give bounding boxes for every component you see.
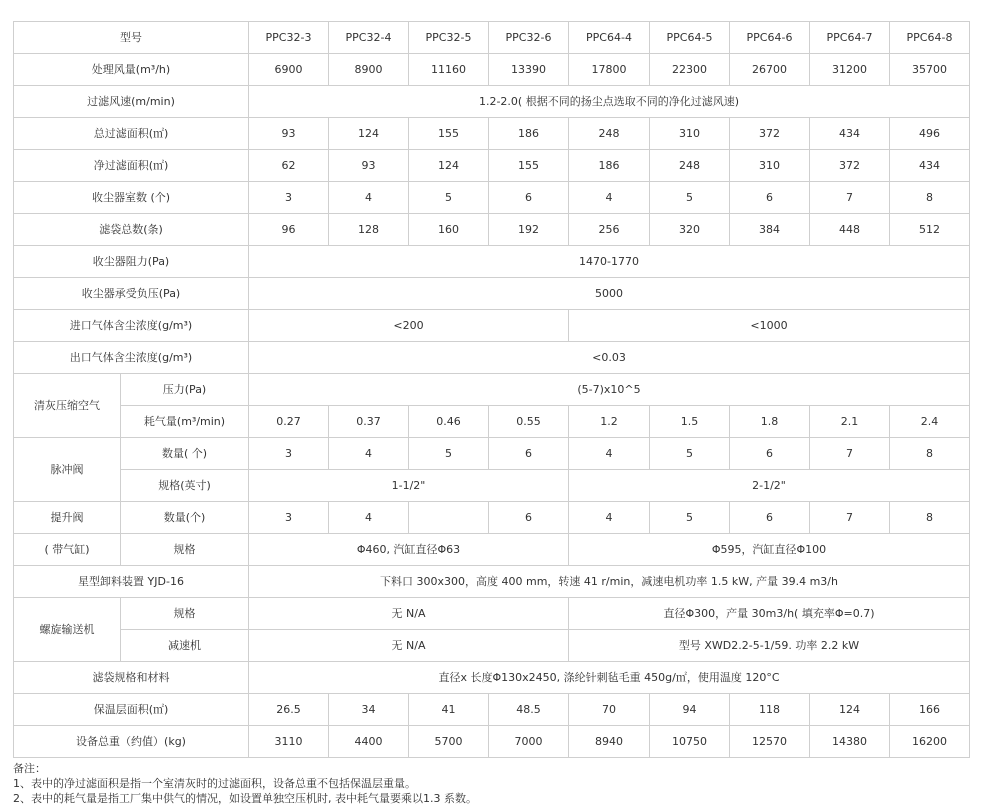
cell: 4400 <box>329 726 409 758</box>
cell: 248 <box>650 150 730 182</box>
cell: 256 <box>569 214 650 246</box>
label-cylinder: ( 带气缸) <box>14 534 121 566</box>
cell: 41 <box>409 694 489 726</box>
label-chambers: 收尘器室数 (个) <box>14 182 249 214</box>
cell: 4 <box>329 182 409 214</box>
cell: 248 <box>569 118 650 150</box>
cell-merged: <200 <box>249 310 569 342</box>
cell: 4 <box>329 502 409 534</box>
cell: 186 <box>489 118 569 150</box>
cell: 96 <box>249 214 329 246</box>
cell: 3 <box>249 438 329 470</box>
label-outlet-concentration: 出口气体含尘浓度(g/m³) <box>14 342 249 374</box>
label-airflow: 处理风量(m³/h) <box>14 54 249 86</box>
row-outlet-concentration <box>14 342 970 374</box>
cell-merged: (5-7)x10^5 <box>249 374 970 406</box>
cell: 310 <box>650 118 730 150</box>
note-line: 1、表中的净过滤面积是指一个室清灰时的过滤面积，设备总重不包括保温层重量。 <box>13 777 416 790</box>
cell-merged: <0.03 <box>249 342 970 374</box>
row-screw-spec <box>14 598 970 630</box>
label-cylinder-spec: 规格 <box>121 534 249 566</box>
row-air-pressure <box>14 374 970 406</box>
cell: 10750 <box>650 726 730 758</box>
cell: 0.46 <box>409 406 489 438</box>
label-screw-conveyor: 螺旋输送机 <box>14 598 121 662</box>
label-pulse-spec: 规格(英寸) <box>121 470 249 502</box>
label-bag-spec: 滤袋规格和材料 <box>14 662 249 694</box>
cell: 14380 <box>810 726 890 758</box>
model-header: PPC64-5 <box>650 22 730 54</box>
cell: 2.1 <box>810 406 890 438</box>
cell: 3 <box>249 182 329 214</box>
label-negative-pressure: 收尘器承受负压(Pa) <box>14 278 249 310</box>
cell-merged: 2-1/2" <box>569 470 970 502</box>
cell-merged: 下料口 300x300，高度 400 mm，转速 41 r/min，减速电机功率 1.5 kW, 产量 39.4 m3/h <box>249 566 970 598</box>
cell: 128 <box>329 214 409 246</box>
cell: 2.4 <box>890 406 970 438</box>
row-filter-velocity <box>14 86 970 118</box>
cell: 1.2 <box>569 406 650 438</box>
cell: 372 <box>810 150 890 182</box>
cell: 70 <box>569 694 650 726</box>
cell: 8 <box>890 182 970 214</box>
label-compressed-air: 清灰压缩空气 <box>14 374 121 438</box>
row-bag-spec <box>14 662 970 694</box>
cell-merged: 1-1/2" <box>249 470 569 502</box>
notes-title: 备注： <box>13 762 46 775</box>
model-header: PPC32-3 <box>249 22 329 54</box>
cell: 13390 <box>489 54 569 86</box>
cell: 372 <box>730 118 810 150</box>
row-insulation-area <box>14 694 970 726</box>
cell-merged: <1000 <box>569 310 970 342</box>
label-resistance: 收尘器阻力(Pa) <box>14 246 249 278</box>
label-star-unloader: 星型卸料装置 YJD-16 <box>14 566 249 598</box>
row-chambers <box>14 182 970 214</box>
cell: 5 <box>409 438 489 470</box>
label-screw-spec: 规格 <box>121 598 249 630</box>
label-filter-velocity: 过滤风速(m/min) <box>14 86 249 118</box>
row-resistance <box>14 246 970 278</box>
cell: 7 <box>810 438 890 470</box>
cell: 7 <box>810 502 890 534</box>
label-bags: 滤袋总数(条) <box>14 214 249 246</box>
cell: 5 <box>409 182 489 214</box>
cell-merged: Φ460, 汽缸直径Φ63 <box>249 534 569 566</box>
label-consumption: 耗气量(m³/min) <box>121 406 249 438</box>
row-screw-reducer <box>14 630 970 662</box>
label-insulation-area: 保温层面积(㎡) <box>14 694 249 726</box>
cell: 186 <box>569 150 650 182</box>
cell: 5 <box>650 182 730 214</box>
cell: 166 <box>890 694 970 726</box>
cell: 155 <box>489 150 569 182</box>
cell: 118 <box>730 694 810 726</box>
cell: 384 <box>730 214 810 246</box>
cell: 11160 <box>409 54 489 86</box>
label-lift-valve: 提升阀 <box>14 502 121 534</box>
label-inlet-concentration: 进口气体含尘浓度(g/m³) <box>14 310 249 342</box>
cell: 31200 <box>810 54 890 86</box>
cell: 16200 <box>890 726 970 758</box>
cell: 4 <box>569 502 650 534</box>
cell: 6 <box>489 182 569 214</box>
model-header: PPC64-7 <box>810 22 890 54</box>
cell: 26.5 <box>249 694 329 726</box>
cell: 93 <box>329 150 409 182</box>
cell: 448 <box>810 214 890 246</box>
cell-merged: 型号 XWD2.2-5-1/59. 功率 2.2 kW <box>569 630 970 662</box>
row-negative-pressure <box>14 278 970 310</box>
cell: 7000 <box>489 726 569 758</box>
notes <box>13 761 477 806</box>
cell: 8 <box>890 438 970 470</box>
row-air-consumption <box>14 406 970 438</box>
cell: 1.8 <box>730 406 810 438</box>
row-model <box>14 22 970 54</box>
spec-table <box>13 21 970 758</box>
cell-merged: Φ595，汽缸直径Φ100 <box>569 534 970 566</box>
label-total-weight: 设备总重（约值）(kg) <box>14 726 249 758</box>
cell: 310 <box>730 150 810 182</box>
cell: 3 <box>249 502 329 534</box>
cell: 5 <box>650 438 730 470</box>
cell: 0.27 <box>249 406 329 438</box>
cell-merged: 直径Φ300，产量 30m3/h( 填充率Φ=0.7) <box>569 598 970 630</box>
row-lift-valve <box>14 502 970 534</box>
row-bags <box>14 214 970 246</box>
row-net-filter-area <box>14 150 970 182</box>
cell: 192 <box>489 214 569 246</box>
cell: 26700 <box>730 54 810 86</box>
cell-merged: 无 N/A <box>249 598 569 630</box>
cell: 6 <box>489 502 569 534</box>
cell: 320 <box>650 214 730 246</box>
cell: 0.55 <box>489 406 569 438</box>
label-pulse-valve: 脉冲阀 <box>14 438 121 502</box>
cell-merged: 无 N/A <box>249 630 569 662</box>
label-model: 型号 <box>14 22 249 54</box>
cell: 6900 <box>249 54 329 86</box>
row-pulse-count <box>14 438 970 470</box>
model-header: PPC32-6 <box>489 22 569 54</box>
model-header: PPC32-5 <box>409 22 489 54</box>
row-pulse-spec <box>14 470 970 502</box>
cell: 6 <box>730 502 810 534</box>
cell-merged: 1.2-2.0( 根据不同的扬尘点选取不同的净化过滤风速) <box>249 86 970 118</box>
row-star-unloader <box>14 566 970 598</box>
cell: 7 <box>810 182 890 214</box>
cell: 160 <box>409 214 489 246</box>
cell: 5700 <box>409 726 489 758</box>
cell: 8940 <box>569 726 650 758</box>
cell: 434 <box>890 150 970 182</box>
model-header: PPC64-6 <box>730 22 810 54</box>
cell: 0.37 <box>329 406 409 438</box>
cell: 6 <box>489 438 569 470</box>
label-net-filter-area: 净过滤面积(㎡) <box>14 150 249 182</box>
cell: 35700 <box>890 54 970 86</box>
label-pressure: 压力(Pa) <box>121 374 249 406</box>
cell: 496 <box>890 118 970 150</box>
cell: 8900 <box>329 54 409 86</box>
cell-merged: 直径x 长度Φ130x2450, 涤纶针刺毡毛重 450g/㎡，使用温度 120°C <box>249 662 970 694</box>
cell: 93 <box>249 118 329 150</box>
model-header: PPC64-8 <box>890 22 970 54</box>
cell: 22300 <box>650 54 730 86</box>
model-header: PPC64-4 <box>569 22 650 54</box>
cell: 5 <box>650 502 730 534</box>
row-inlet-concentration <box>14 310 970 342</box>
cell: 124 <box>329 118 409 150</box>
cell: 155 <box>409 118 489 150</box>
row-total-filter-area <box>14 118 970 150</box>
cell: 4 <box>569 182 650 214</box>
cell: 4 <box>329 438 409 470</box>
cell: 48.5 <box>489 694 569 726</box>
cell-merged: 1470-1770 <box>249 246 970 278</box>
row-total-weight <box>14 726 970 758</box>
cell: 512 <box>890 214 970 246</box>
cell: 34 <box>329 694 409 726</box>
note-line: 2、表中的耗气量是指工厂集中供气的情况，如设置单独空压机时, 表中耗气量要乘以1.3 系数。 <box>13 792 477 805</box>
row-cylinder <box>14 534 970 566</box>
label-lift-count: 数量(个) <box>121 502 249 534</box>
cell: 3110 <box>249 726 329 758</box>
cell: 62 <box>249 150 329 182</box>
cell: 4 <box>569 438 650 470</box>
cell: 434 <box>810 118 890 150</box>
row-airflow <box>14 54 970 86</box>
cell: 94 <box>650 694 730 726</box>
cell: 8 <box>890 502 970 534</box>
label-pulse-count: 数量( 个) <box>121 438 249 470</box>
cell: 6 <box>730 438 810 470</box>
model-header: PPC32-4 <box>329 22 409 54</box>
cell: 124 <box>810 694 890 726</box>
cell <box>409 502 489 534</box>
cell: 1.5 <box>650 406 730 438</box>
cell-merged: 5000 <box>249 278 970 310</box>
cell: 17800 <box>569 54 650 86</box>
label-screw-reducer: 减速机 <box>121 630 249 662</box>
cell: 6 <box>730 182 810 214</box>
cell: 124 <box>409 150 489 182</box>
label-total-filter-area: 总过滤面积(㎡) <box>14 118 249 150</box>
cell: 12570 <box>730 726 810 758</box>
